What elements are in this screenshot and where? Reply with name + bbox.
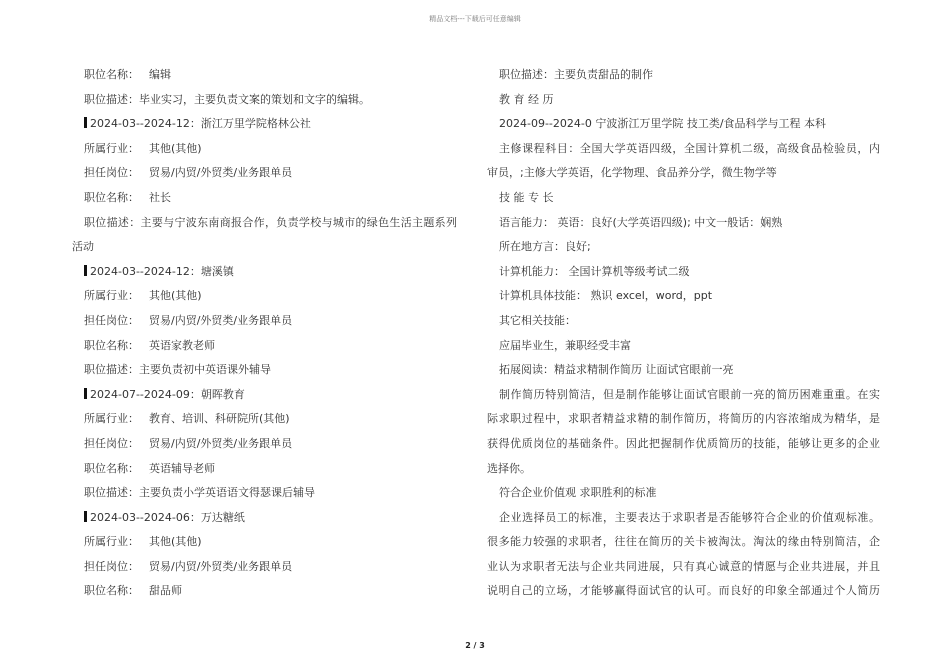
field-line xyxy=(72,432,457,457)
text-line-continuation xyxy=(487,432,880,457)
text-line-continuation xyxy=(487,530,880,555)
entry-marker-icon xyxy=(84,388,87,399)
line-text: 拓展阅读：精益求精制作简历 让面试官眼前一亮 xyxy=(499,363,734,377)
line-text: 审员，;主修大学英语，化学物理、食品养分学，微生物学等 xyxy=(487,166,777,180)
text-line xyxy=(487,137,880,162)
experience-entry-heading xyxy=(72,383,457,408)
right-column xyxy=(487,63,880,604)
text-line xyxy=(72,88,457,113)
field-label: 担任岗位： xyxy=(84,313,139,327)
text-line xyxy=(487,88,880,113)
field-value: 社长 xyxy=(149,190,171,204)
line-text: 获得优质岗位的基础条件。因此把握制作优质简历的技能，能够让更多的企业 xyxy=(487,436,880,450)
line-text: 技 能 专 长 xyxy=(499,190,554,204)
field-label: 职位名称： xyxy=(84,584,139,598)
field-value: 甜品师 xyxy=(149,584,182,598)
line-text: 职位描述：主要负责甜品的制作 xyxy=(499,68,653,81)
field-label: 所属行业： xyxy=(84,141,139,155)
text-line xyxy=(487,284,880,309)
line-text: 符合企业价值观 求职胜利的标准 xyxy=(499,486,657,500)
field-value: 英语家教老师 xyxy=(149,338,215,352)
text-line-continuation xyxy=(487,161,880,186)
page-header: 精品文档---下载后可任意编辑 xyxy=(429,15,521,23)
entry-title: 2024-07--2024-09：朝晖教育 xyxy=(90,387,245,401)
line-text: 计算机能力： 全国计算机等级考试二级 xyxy=(499,264,690,278)
text-line xyxy=(487,506,880,531)
field-value: 英语辅导老师 xyxy=(149,461,215,475)
line-text: 2024-09--2024-0 宁波浙江万里学院 技工类/食品科学与工程 本科 xyxy=(499,117,827,131)
line-text: 说明自己的立场，才能够赢得面试官的认可。而良好的印象全部通过个人简历 xyxy=(487,584,880,598)
text-line-continuation xyxy=(487,407,880,432)
experience-entry-heading xyxy=(72,260,457,285)
field-line xyxy=(72,579,457,604)
field-line xyxy=(72,284,457,309)
field-line xyxy=(72,63,457,88)
text-line xyxy=(72,358,457,383)
field-line xyxy=(72,555,457,580)
text-line xyxy=(487,186,880,211)
line-text: 职位描述：主要与宁波东南商报合作，负责学校与城市的绿色生活主题系列 xyxy=(84,215,457,229)
text-line xyxy=(487,235,880,260)
field-value: 其他(其他) xyxy=(149,535,202,549)
line-text: 职位描述：毕业实习，主要负责文案的策划和文字的编辑。 xyxy=(84,92,370,106)
field-label: 担任岗位： xyxy=(84,436,139,450)
field-line xyxy=(72,457,457,482)
line-text: 主修课程科目：全国大学英语四级，全国计算机二级，高级食品检验员，内 xyxy=(499,141,880,155)
text-line xyxy=(72,481,457,506)
text-line xyxy=(487,334,880,359)
field-label: 所属行业： xyxy=(84,535,139,549)
line-text: 际求职过程中，求职者精益求精的制作简历，将简历的内容浓缩成为精华，是 xyxy=(487,412,880,426)
field-value: 其他(其他) xyxy=(149,289,202,303)
text-line xyxy=(72,211,457,236)
field-label: 所属行业： xyxy=(84,289,139,303)
field-line xyxy=(72,186,457,211)
field-value: 贸易/内贸/外贸类/业务跟单员 xyxy=(149,313,293,327)
text-line xyxy=(487,383,880,408)
experience-entry-heading xyxy=(72,112,457,137)
text-line xyxy=(487,112,880,137)
entry-title: 2024-03--2024-12：塘溪镇 xyxy=(90,264,234,278)
field-label: 职位名称： xyxy=(84,190,139,204)
text-line-continuation xyxy=(487,555,880,580)
field-value: 贸易/内贸/外贸类/业务跟单员 xyxy=(149,166,293,180)
entry-marker-icon xyxy=(84,117,87,128)
field-line xyxy=(72,161,457,186)
line-text: 教 育 经 历 xyxy=(499,92,554,106)
field-value: 贸易/内贸/外贸类/业务跟单员 xyxy=(149,559,293,573)
text-line xyxy=(487,481,880,506)
line-text: 语言能力： 英语：良好(大学英语四级); 中文一般话：娴熟 xyxy=(499,215,783,229)
page-number: 2 / 3 xyxy=(465,641,485,650)
text-line xyxy=(487,358,880,383)
text-line-continuation xyxy=(487,457,880,482)
text-line xyxy=(487,309,880,334)
line-text: 制作简历特别简洁，但是制作能够让面试官眼前一亮的简历困难重重。在实 xyxy=(499,387,880,401)
field-value: 其他(其他) xyxy=(149,141,202,155)
text-line-continuation xyxy=(72,235,457,260)
line-text: 计算机具体技能： 熟识 excel，word，ppt xyxy=(499,289,713,303)
experience-entry-heading xyxy=(72,506,457,531)
field-line xyxy=(72,309,457,334)
field-value: 教育、培训、科研院所(其他) xyxy=(149,412,290,426)
line-text: 职位描述：主要负责初中英语课外辅导 xyxy=(84,363,271,377)
field-line xyxy=(72,137,457,162)
left-column xyxy=(72,63,457,604)
line-text: 活动 xyxy=(72,240,94,254)
entry-marker-icon xyxy=(84,265,87,276)
field-line xyxy=(72,334,457,359)
field-label: 职位名称： xyxy=(84,68,139,81)
field-label: 职位名称： xyxy=(84,461,139,475)
field-line xyxy=(72,407,457,432)
text-line xyxy=(487,260,880,285)
line-text: 应届毕业生，兼职经受丰富 xyxy=(499,338,631,352)
field-line xyxy=(72,530,457,555)
field-label: 担任岗位： xyxy=(84,559,139,573)
text-line xyxy=(487,63,880,88)
field-value: 贸易/内贸/外贸类/业务跟单员 xyxy=(149,436,293,450)
text-line-continuation xyxy=(487,579,880,604)
line-text: 选择你。 xyxy=(487,461,531,475)
line-text: 职位描述：主要负责小学英语语文得瑟课后辅导 xyxy=(84,486,315,500)
entry-title: 2024-03--2024-12：浙江万里学院格林公社 xyxy=(90,117,311,131)
entry-title: 2024-03--2024-06：万达糖纸 xyxy=(90,510,245,524)
field-label: 职位名称： xyxy=(84,338,139,352)
line-text: 企业选择员工的标准，主要表达于求职者是否能够符合企业的价值观标准。 xyxy=(499,510,880,524)
entry-marker-icon xyxy=(84,511,87,522)
line-text: 其它相关技能： xyxy=(499,313,576,327)
field-label: 担任岗位： xyxy=(84,166,139,180)
text-line xyxy=(487,211,880,236)
field-value: 编辑 xyxy=(149,68,171,81)
line-text: 业认为求职者无法与企业共同进展，只有真心诚意的情愿与企业共进展，并且 xyxy=(487,559,880,573)
line-text: 很多能力较强的求职者，往往在简历的关卡被淘汰。淘汰的缘由特别简洁，企 xyxy=(487,535,880,549)
field-label: 所属行业： xyxy=(84,412,139,426)
line-text: 所在地方言：良好; xyxy=(499,240,591,254)
